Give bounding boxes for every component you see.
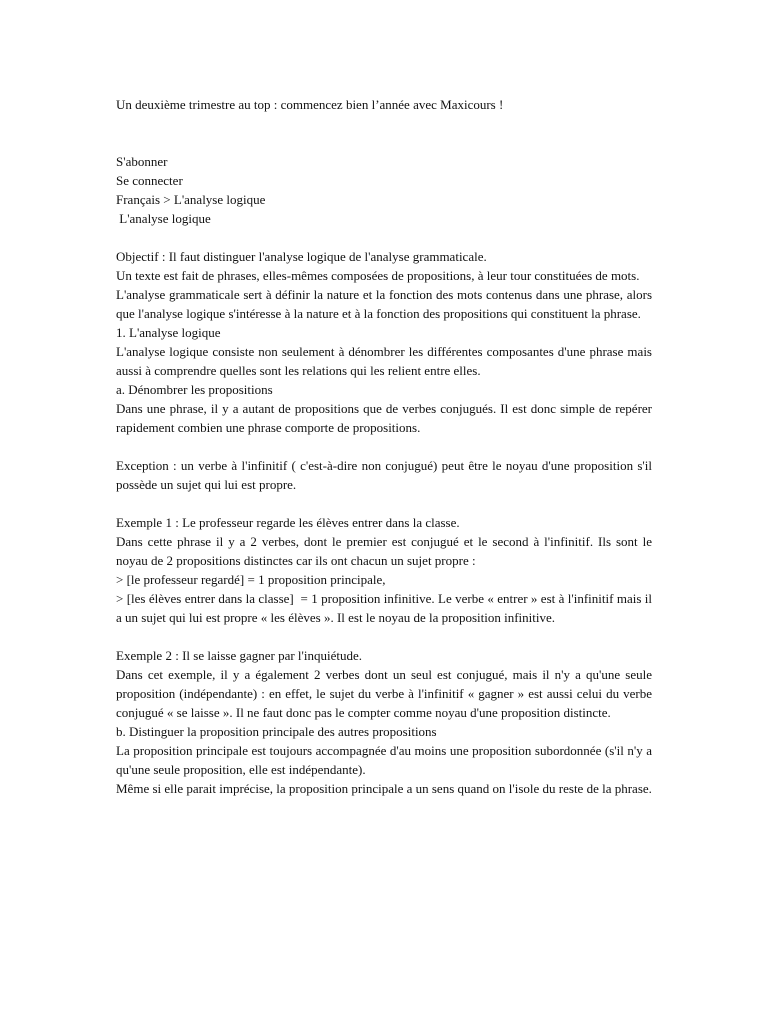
example-1-heading: Exemple 1 : Le professeur regarde les élèves entrer dans la classe. [116,515,460,530]
example-2-paragraph: Dans cet exemple, il y a également 2 verbes dont un seul est conjugué, mais il n'y a qu'une seule proposition (indépendante) : en effet, le sujet du verbe à l'infinitif « gagner » est aussi celui du verbe conjugué « se laisse ». Il ne faut donc pas le compter comme noyau d'une proposition distincte. [116,667,656,720]
example-2-heading: Exemple 2 : Il se laisse gagner par l'inquiétude. [116,648,363,663]
intro-paragraph-2: L'analyse grammaticale sert à définir la nature et la fonction des mots contenus dans une phrase, alors que l'analyse logique s'intéresse à la nature et à la fonction des propositions qui constituent la phrase. [116,287,656,321]
spacer [116,437,652,456]
exception-paragraph: Exception : un verbe à l'infinitif ( c'est-à-dire non conjugué) peut être le noyau d'une proposition s'il possède un sujet qui lui est propre. [116,458,656,492]
example-1-paragraph: Dans cette phrase il y a 2 verbes, dont le premier est conjugué et le second à l'infinitif. Ils sont le noyau de 2 propositions distinctes car ils ont chacun un sujet propre : [116,534,656,568]
subsection-a-paragraph: Dans une phrase, il y a autant de propositions que de verbes conjugués. Il est donc simple de repérer rapidement combien une phrase comporte de propositions. [116,401,656,435]
section-1-paragraph: L'analyse logique consiste non seulement à dénombrer les différentes composantes d'une phrase mais aussi à comprendre quelles sont les relations qui les relient entre elles. [116,344,656,378]
spacer [116,627,652,646]
spacer [116,228,652,247]
subscribe-link[interactable]: S'abonner [116,154,168,169]
subsection-b-paragraph-2: Même si elle parait imprécise, la proposition principale a un sens quand on l'isole du reste de la phrase. [116,781,652,796]
subsection-b-heading: b. Distinguer la proposition principale des autres propositions [116,724,437,739]
intro-paragraph-1: Un texte est fait de phrases, elles-mêmes composées de propositions, à leur tour constituées de mots. [116,268,640,283]
promo-banner: Un deuxième trimestre au top : commencez bien l’année avec Maxicours ! [116,97,504,112]
subsection-a-heading: a. Dénombrer les propositions [116,382,273,397]
example-1-item-2: > [les élèves entrer dans la classe] = 1 proposition infinitive. Le verbe « entrer » est à l'infinitif mais il a un sujet qui lui est propre « les élèves ». Il est le noyau de la proposition infinitive. [116,591,656,625]
objective-text: Objectif : Il faut distinguer l'analyse logique de l'analyse grammaticale. [116,249,487,264]
document-page [116,95,656,798]
login-link[interactable]: Se connecter [116,173,183,188]
spacer [116,114,652,152]
breadcrumb[interactable]: Français > L'analyse logique [116,192,266,207]
subsection-b-paragraph-1: La proposition principale est toujours accompagnée d'au moins une proposition subordonnée (s'il n'y a qu'une seule proposition, elle est indépendante). [116,743,656,777]
example-1-item-1: > [le professeur regardé] = 1 proposition principale, [116,572,386,587]
page-title: L'analyse logique [116,211,211,226]
section-1-heading: 1. L'analyse logique [116,325,221,340]
spacer [116,494,652,513]
